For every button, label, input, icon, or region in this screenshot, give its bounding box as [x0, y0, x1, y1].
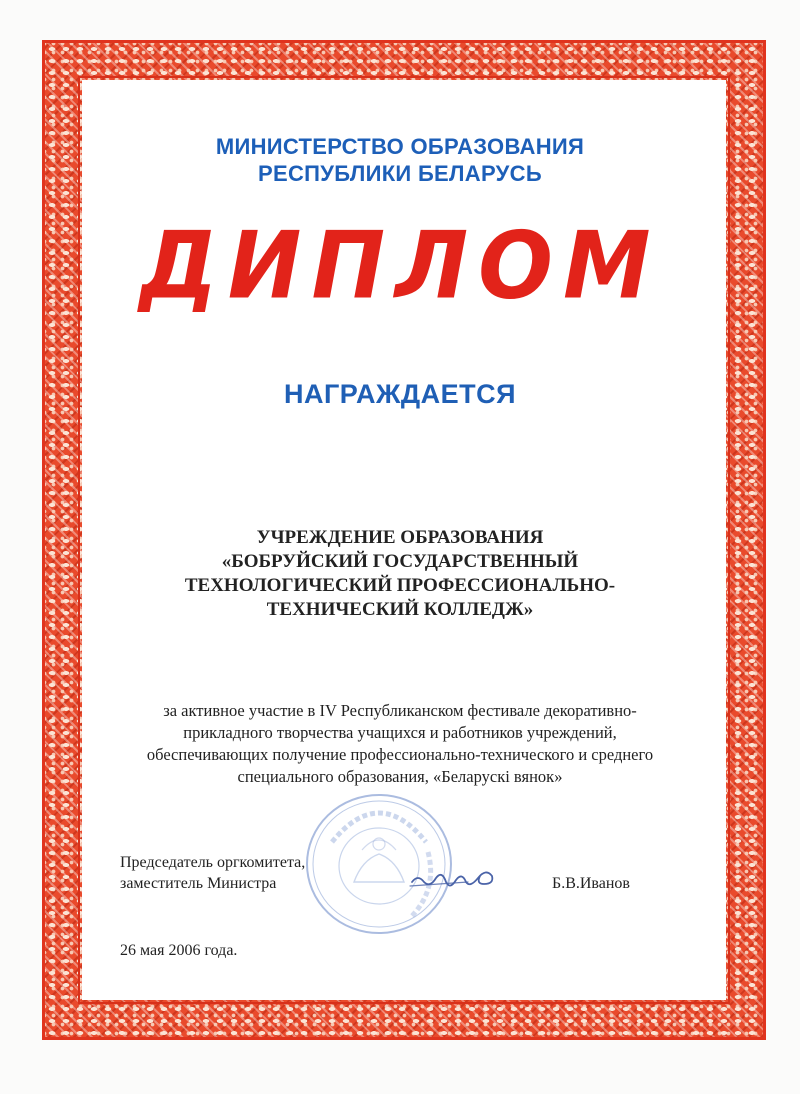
diploma-title: ДИПЛОМ [139, 211, 661, 320]
ministry-line-1: МИНИСТЕРСТВО ОБРАЗОВАНИЯ [215, 134, 585, 159]
signatory-name: Б.В.Иванов [552, 875, 630, 892]
institution-line-2: «БОБРУЙСКИЙ ГОСУДАРСТВЕННЫЙ [221, 551, 579, 572]
reason-line-4: специального образования, «Беларускі вянок» [237, 767, 563, 786]
signatory-role-line-2: заместитель Министра [120, 875, 277, 892]
reason-line-1: за активное участие в IV Республиканском фестивале декоративно- [163, 701, 637, 720]
signatory-role-line-1: Председатель оргкомитета, [120, 854, 306, 871]
handwritten-signature-icon [408, 862, 498, 896]
recipient-institution [0, 526, 800, 622]
signatory-role [120, 852, 305, 894]
institution-line-4: ТЕХНИЧЕСКИЙ КОЛЛЕДЖ» [266, 599, 534, 620]
award-reason [0, 700, 800, 788]
issue-date: 26 мая 2006 года. [120, 942, 238, 959]
reason-line-2: прикладного творчества учащихся и работников учреждений, [183, 723, 617, 742]
ministry-heading [0, 133, 800, 187]
institution-line-3: ТЕХНОЛОГИЧЕСКИЙ ПРОФЕССИОНАЛЬНО- [184, 575, 616, 596]
ministry-line-2: РЕСПУБЛИКИ БЕЛАРУСЬ [258, 161, 542, 186]
reason-line-3: обеспечивающих получение профессионально-технического и среднего [146, 745, 654, 764]
awarded-heading: НАГРАЖДАЕТСЯ [284, 379, 516, 409]
institution-line-1: УЧРЕЖДЕНИЕ ОБРАЗОВАНИЯ [256, 527, 544, 548]
